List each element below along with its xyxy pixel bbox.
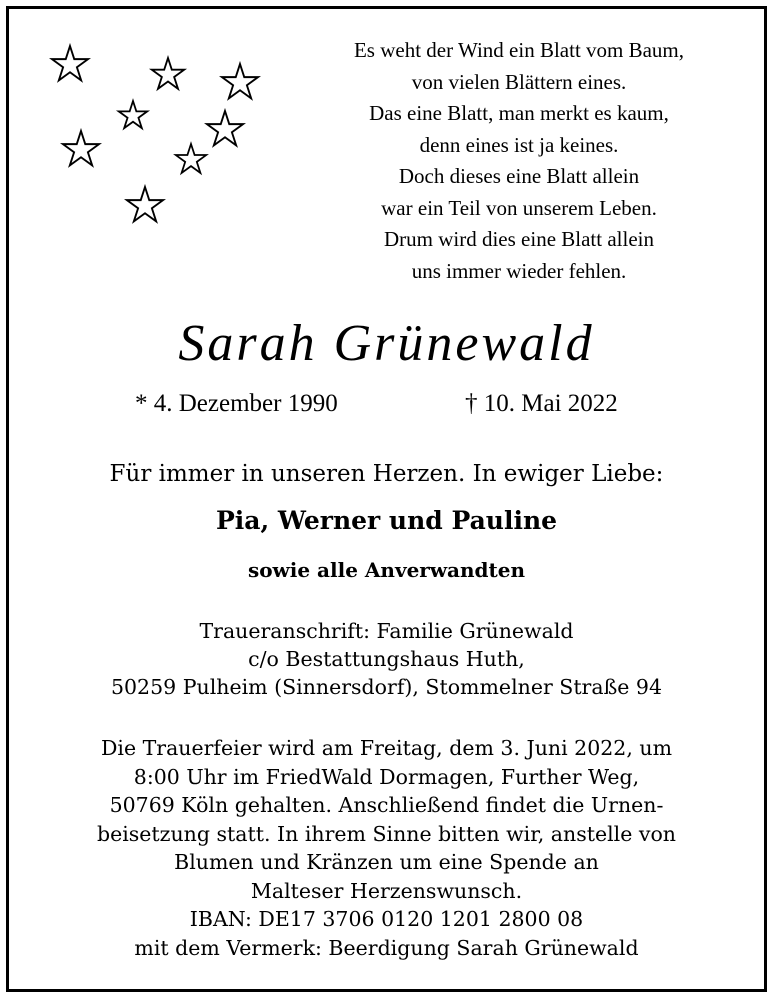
star-icon bbox=[119, 101, 148, 128]
mourning-address bbox=[9, 617, 764, 701]
poem-line: von vielen Blättern eines. bbox=[411, 69, 627, 94]
star-icon bbox=[152, 58, 184, 89]
poem-line: Es weht der Wind ein Blatt vom Baum, bbox=[353, 38, 685, 62]
poem-line: Doch dieses eine Blatt allein bbox=[398, 164, 640, 188]
poem-line: denn eines ist ja keines. bbox=[419, 132, 619, 157]
ceremony-line: Malteser Herzenswunsch. bbox=[250, 878, 523, 903]
star-icon bbox=[176, 144, 206, 173]
family-names: Pia, Werner und Pauline bbox=[215, 506, 558, 535]
star-icon bbox=[52, 46, 88, 80]
address-line: Traueranschrift: Familie Grünewald bbox=[199, 619, 574, 643]
poem-line: Drum wird dies eine Blatt allein bbox=[383, 227, 655, 251]
poem-line: Das eine Blatt, man merkt es kaum, bbox=[369, 101, 669, 125]
relatives-line: sowie alle Anverwandten bbox=[247, 558, 526, 582]
address-line: 50259 Pulheim (Sinnersdorf), Stommelner Straße 94 bbox=[110, 675, 663, 699]
poem-line: uns immer wieder fehlen. bbox=[411, 258, 627, 283]
poem-line: war ein Teil von unserem Leben. bbox=[381, 195, 657, 220]
address-line: c/o Bestattungshaus Huth, bbox=[248, 647, 525, 671]
star-icon bbox=[222, 64, 258, 98]
ceremony-line: Die Trauerfeier wird am Freitag, dem 3. Juni 2022, um bbox=[100, 736, 673, 760]
ceremony-line: beisetzung statt. In ihrem Sinne bitten wir, anstelle von bbox=[96, 821, 677, 846]
ceremony-line: IBAN: DE17 3706 0120 1201 2800 08 bbox=[189, 907, 584, 931]
deceased-name: Sarah Grünewald bbox=[178, 315, 595, 372]
ceremony-line: mit dem Vermerk: Beerdigung Sarah Grünewald bbox=[134, 935, 639, 960]
star-icon bbox=[127, 187, 163, 221]
ceremony-details bbox=[9, 734, 764, 962]
obituary-notice bbox=[6, 6, 767, 992]
ceremony-line: 8:00 Uhr im FriedWald Dormagen, Further Weg, bbox=[133, 764, 640, 789]
ceremony-line: Blumen und Kränzen um eine Spende an bbox=[174, 850, 599, 874]
poem bbox=[289, 35, 749, 287]
ceremony-line: 50769 Köln gehalten. Anschließend findet die Urnen- bbox=[109, 793, 664, 817]
death-date: † 10. Mai 2022 bbox=[465, 390, 618, 417]
birth-date: * 4. Dezember 1990 bbox=[135, 390, 338, 417]
star-icon bbox=[63, 131, 99, 165]
mourners-intro: Für immer in unseren Herzen. In ewiger Liebe: bbox=[109, 461, 664, 487]
stars-decoration bbox=[9, 9, 309, 249]
star-icon bbox=[207, 111, 243, 145]
